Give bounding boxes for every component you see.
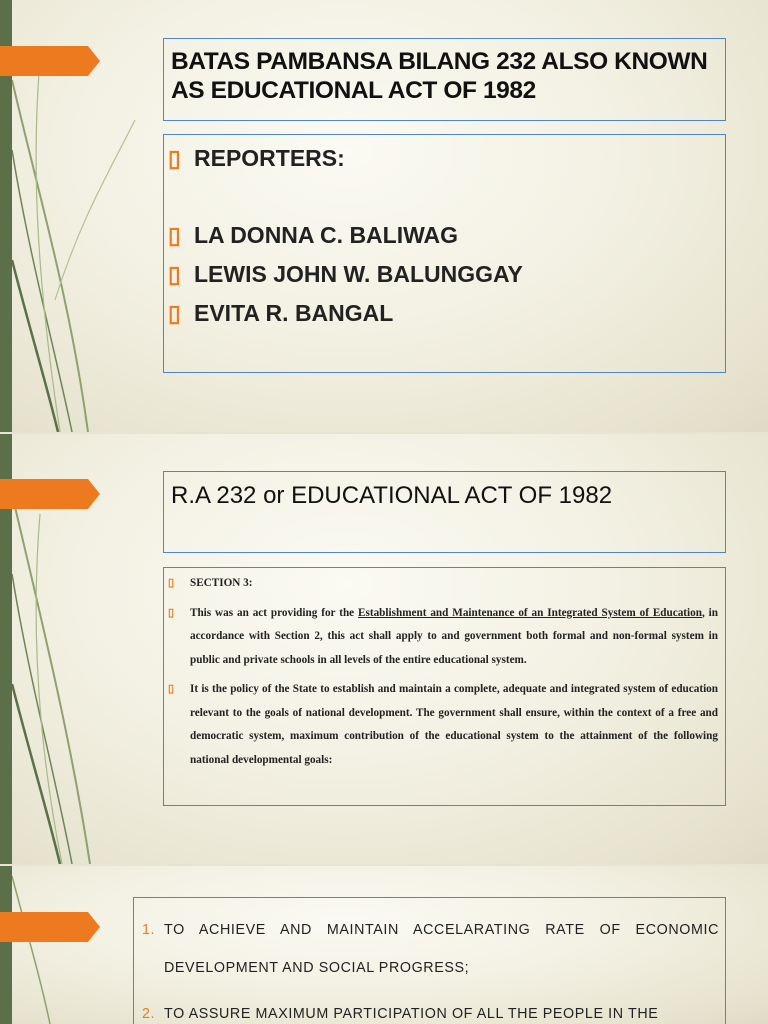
bullet-icon: ▯: [168, 606, 175, 619]
list-number: 1.: [142, 922, 156, 938]
reporters-label: REPORTERS:: [194, 145, 345, 171]
section-label: SECTION 3:: [190, 577, 253, 589]
list-number: 2.: [142, 1006, 156, 1022]
orange-arrow-marker: [0, 479, 100, 509]
bullet-icon: ▯: [168, 145, 181, 171]
reporter-name: LEWIS JOHN W. BALUNGGAY: [194, 261, 523, 287]
slide-2: [0, 434, 768, 864]
slide-1: [0, 0, 768, 432]
list-item: [168, 257, 718, 296]
list-item: [168, 296, 718, 335]
title-box: [163, 471, 726, 553]
paragraph-text: This was an act providing for the: [190, 606, 359, 619]
bullet-icon: ▯: [168, 300, 181, 326]
content-box: [133, 897, 726, 1024]
title-box: [163, 38, 726, 121]
list-item: [168, 678, 718, 772]
decorative-vines: [0, 866, 140, 1024]
bullet-icon: ▯: [168, 261, 181, 287]
goal-text: TO ASSURE MAXIMUM PARTICIPATION OF ALL THE PEOPLE IN THE: [164, 1006, 659, 1022]
reporter-name: LA DONNA C. BALIWAG: [194, 222, 459, 248]
list-item: [138, 995, 719, 1024]
slide-title: BATAS PAMBANSA BILANG 232 ALSO KNOWN AS EDUCATIONAL ACT OF 1982: [171, 48, 708, 104]
orange-arrow-marker: [0, 46, 100, 76]
list-item: [168, 602, 718, 673]
list-item: [168, 218, 718, 257]
orange-arrow-marker: [0, 912, 100, 942]
left-accent-bar: [0, 866, 12, 1024]
list-item: [168, 572, 718, 596]
paragraph-text: , in accordance with Section 2, this act shall apply to and government both formal and non-formal system in public and private schools in all levels of the entire educational system.: [190, 606, 718, 666]
reporter-name: EVITA R. BANGAL: [194, 300, 394, 326]
reporters-heading: [168, 141, 718, 180]
bullet-icon: ▯: [168, 577, 175, 589]
goal-text: TO ACHIEVE AND MAINTAIN ACCELARATING RATE OF ECONOMIC DEVELOPMENT AND SOCIAL PROGRESS;: [164, 922, 719, 976]
list-item: [138, 911, 719, 987]
paragraph-text: It is the policy of the State to establish and maintain a complete, adequate and integrated system of education relevant to the goals of national development. The government shall ensure, within the context of a free and democratic system, maximum contribution of the educational system to the attainment of the following national developmental goals:: [190, 683, 718, 766]
bullet-icon: ▯: [168, 222, 181, 248]
underlined-text: Establishment and Maintenance of an Integrated System of Education: [358, 606, 702, 619]
content-box: [163, 567, 726, 806]
content-box: [163, 134, 726, 373]
slide-3: [0, 866, 768, 1024]
slide-title: R.A 232 or EDUCATIONAL ACT OF 1982: [171, 482, 613, 509]
bullet-icon: ▯: [168, 683, 175, 695]
